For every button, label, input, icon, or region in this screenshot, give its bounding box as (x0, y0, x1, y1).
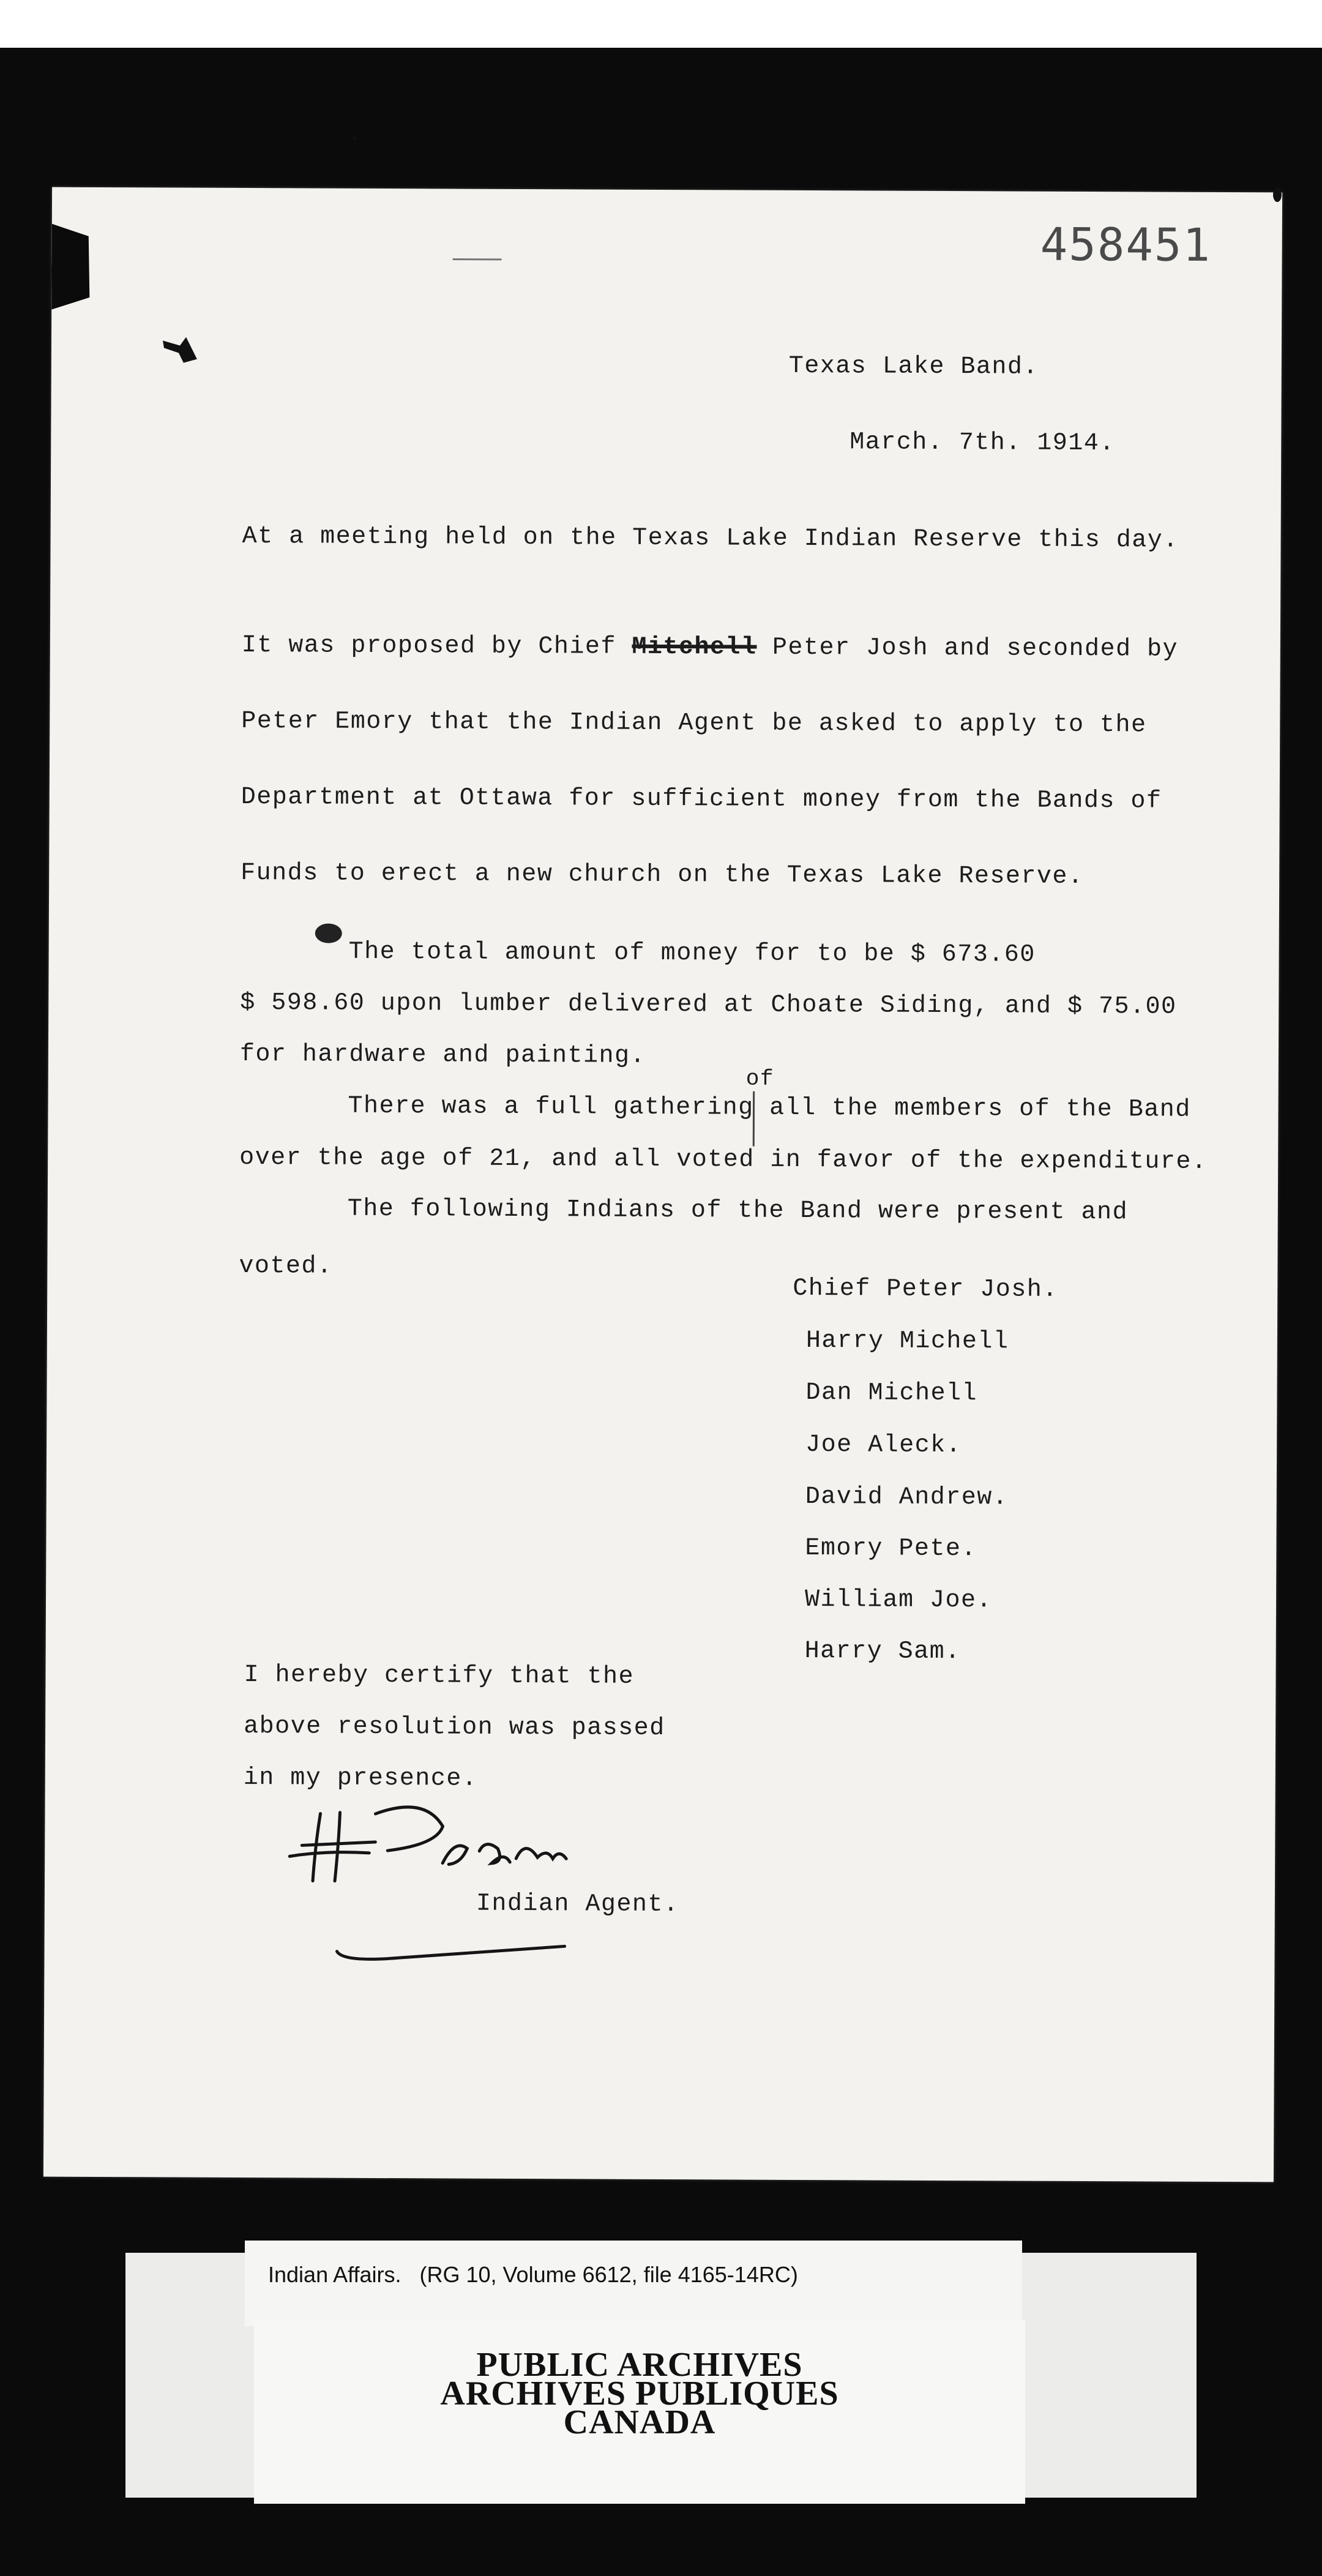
voter-name: Emory Pete. (805, 1535, 977, 1563)
pencil-dash-mark (453, 256, 502, 262)
voter-name: Chief Peter Josh. (793, 1275, 1058, 1304)
certify-line-3: in my presence. (243, 1764, 478, 1793)
signer-title: Indian Agent. (476, 1890, 679, 1919)
voter-name: Harry Sam. (804, 1638, 961, 1666)
agent-signature (283, 1789, 627, 1906)
band-heading: Texas Lake Band. (788, 352, 1039, 381)
ink-smudge-mark (313, 920, 344, 947)
voter-name: Dan Michell (805, 1379, 978, 1408)
amount-line-3: for hardware and painting. (239, 1040, 646, 1070)
film-speck (1273, 187, 1282, 202)
voter-name: Harry Michell (805, 1327, 1009, 1356)
proposal-line-3: Department at Ottawa for sufficient money from the Bands of (241, 783, 1162, 815)
proposal-line-4: Funds to erect a new church on the Texas Lake Reserve. (241, 859, 1084, 891)
archive-line-french: ARCHIVES PUBLIQUES (440, 2375, 839, 2413)
archive-line-country: CANADA (563, 2403, 716, 2441)
voter-name: David Andrew. (805, 1483, 1009, 1512)
gathering-line-2: over the age of 21, and all voted in favor of the expenditure. (239, 1144, 1208, 1176)
signature-flourish (332, 1927, 570, 1965)
proposal-text-a: It was proposed by Chief (241, 631, 632, 661)
inserted-word-of: of (745, 1066, 775, 1091)
archive-reference: Indian Affairs. (RG 10, Volume 6612, file 4165-14RC) (268, 2262, 798, 2287)
amount-line-2: $ 598.60 upon lumber delivered at Choate Siding, and $ 75.00 (240, 989, 1177, 1021)
certify-line-1: I hereby certify that the (244, 1661, 635, 1691)
struck-word: Mitchell (632, 633, 757, 662)
archive-line-english: PUBLIC ARCHIVES (476, 2346, 803, 2384)
document-stamp-number: 458451 (1040, 218, 1212, 272)
proposal-line-2: Peter Emory that the Indian Agent be asked to apply to the (241, 707, 1147, 739)
document-page (43, 187, 1282, 2182)
following-line-1: The following Indians of the Band were present and (347, 1195, 1129, 1227)
amount-line-1: The total amount of money for to be $ 673.60 (348, 938, 1036, 969)
proposal-line-1 (241, 631, 1179, 664)
voter-name: William Joe. (804, 1586, 993, 1615)
following-line-2: voted. (239, 1252, 333, 1281)
page-tear-mark (51, 224, 95, 310)
certify-line-2: above resolution was passed (244, 1713, 665, 1743)
film-speck (353, 136, 356, 141)
document-date: March. 7th. 1914. (850, 429, 1115, 458)
voter-name: Joe Aleck. (805, 1431, 962, 1460)
gathering-line-1: There was a full gathering all the members of the Band (348, 1092, 1191, 1124)
proposal-text-b: Peter Josh and seconded by (756, 634, 1179, 664)
ink-blot-mark (162, 334, 198, 365)
opening-line: At a meeting held on the Texas Lake Indian Reserve this day. (242, 522, 1179, 555)
